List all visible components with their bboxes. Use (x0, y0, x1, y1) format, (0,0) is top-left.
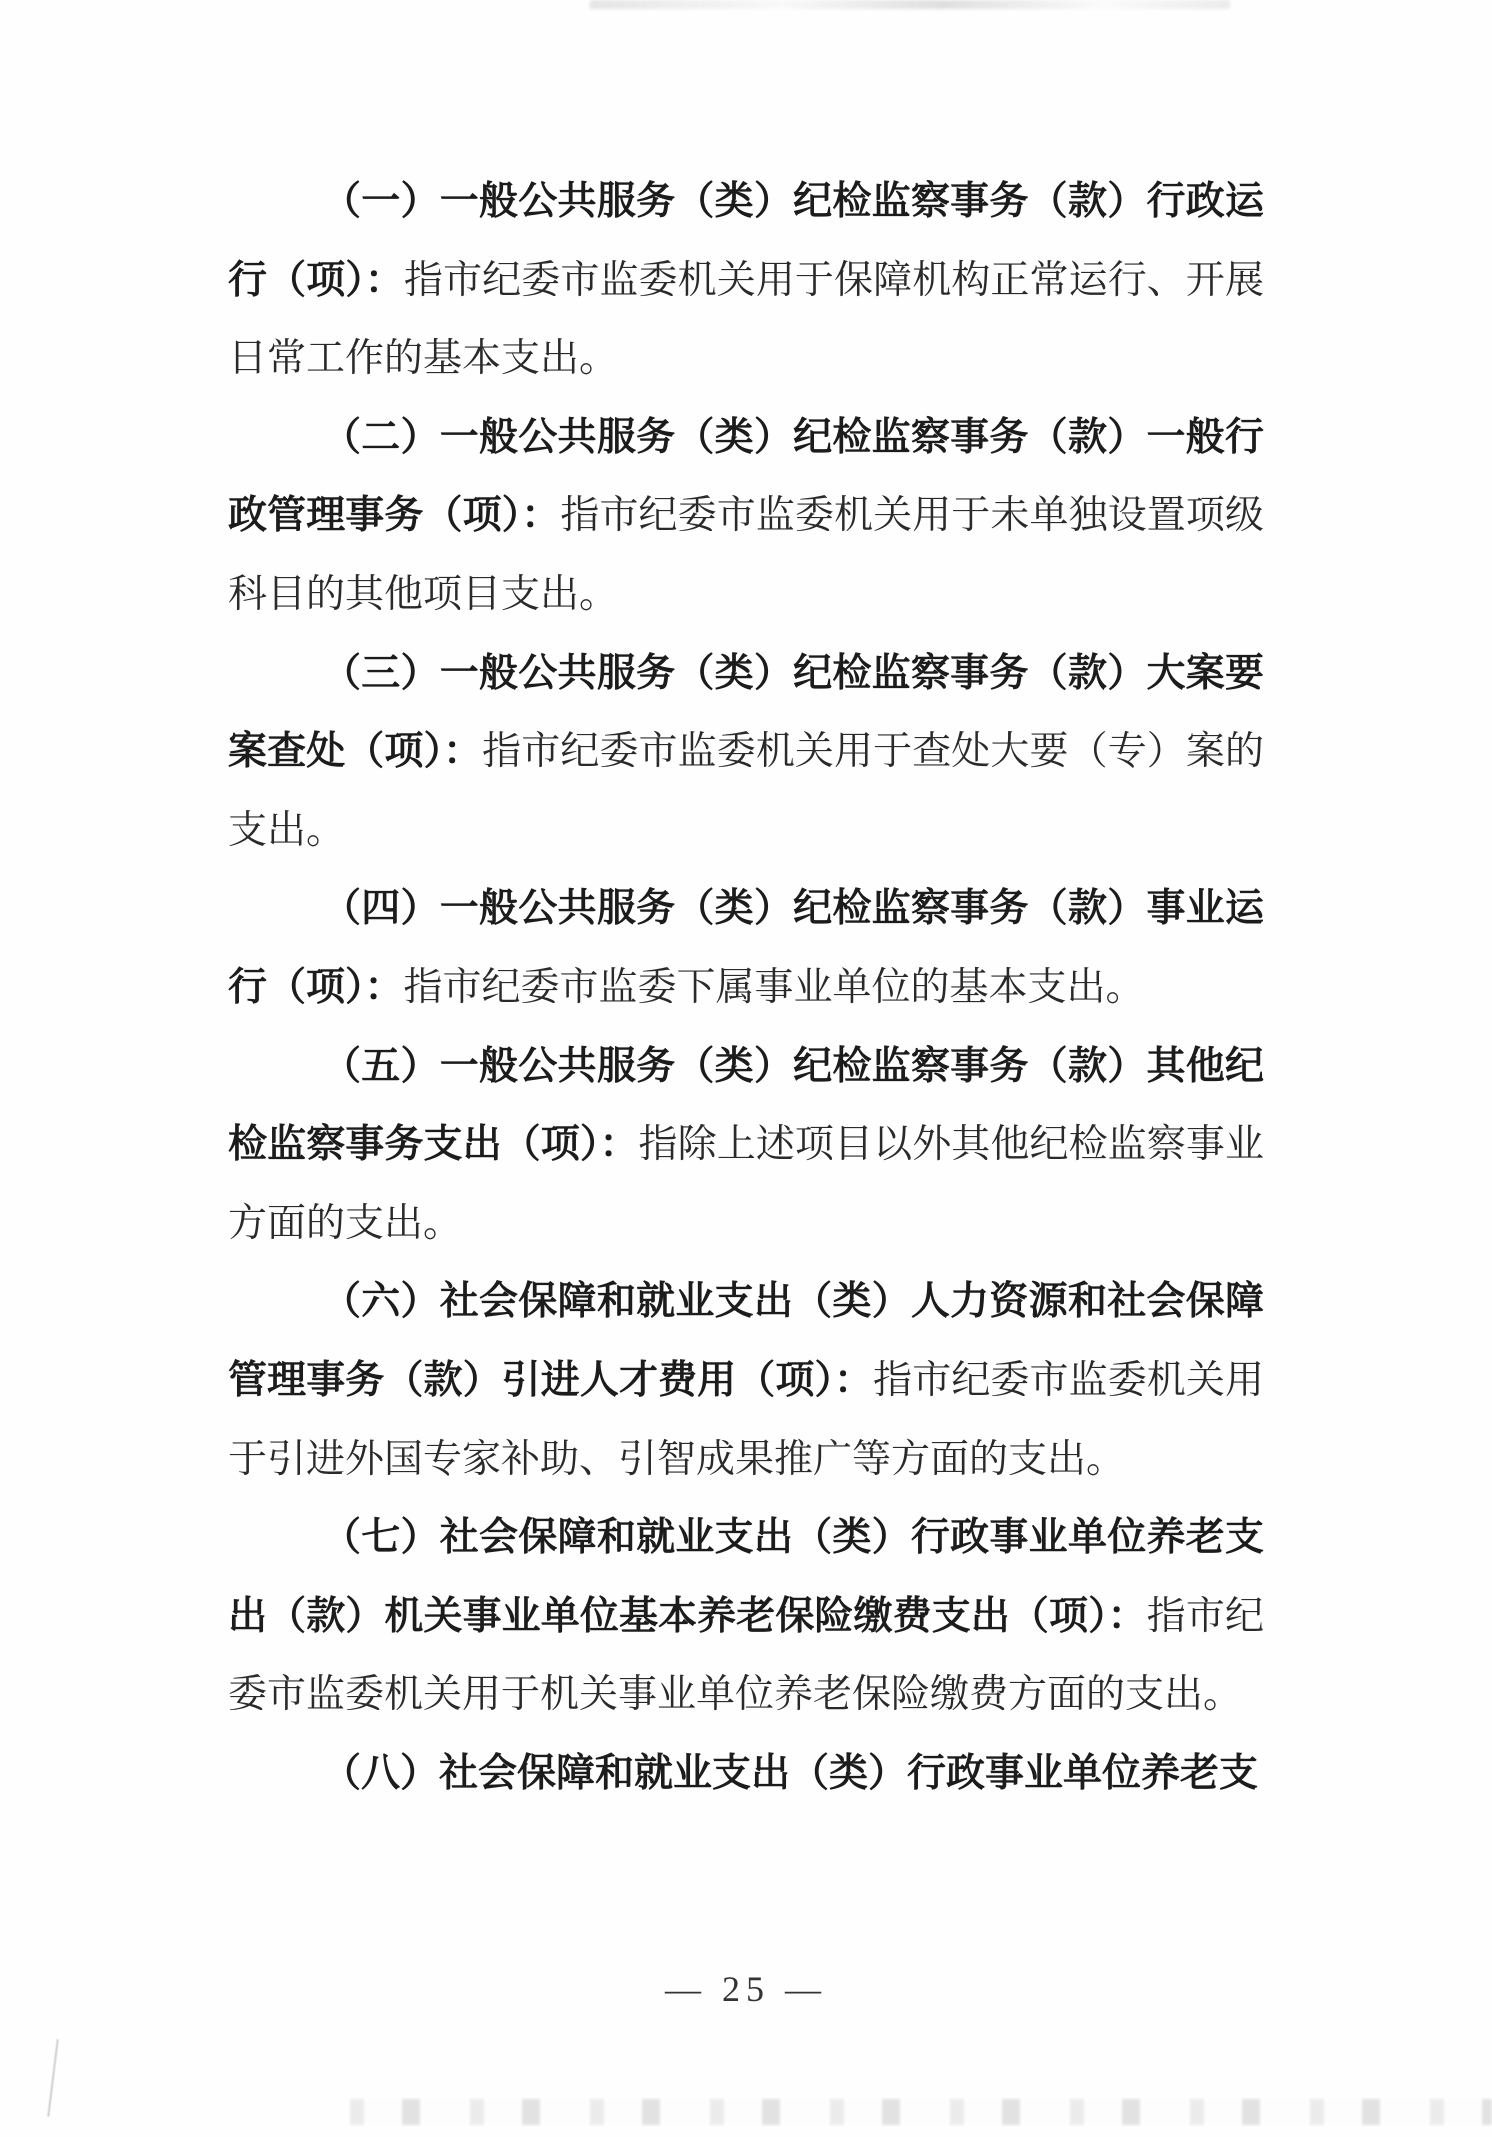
paragraph-4-body: 指市纪委市监委下属事业单位的基本支出。 (403, 965, 1145, 1009)
paragraph-2-body: 指市纪委市监委机关用于未单独设置项级科目的其他项目支出。 (228, 494, 1264, 616)
paragraph-1 (228, 163, 1264, 399)
paragraph-4 (228, 870, 1264, 1027)
paragraph-4-heading: （四）一般公共服务（类）纪检监察事务（款）事业运行（项）： (228, 887, 1264, 1009)
page-number: — 25 — (665, 1969, 827, 2009)
paragraph-5-body: 指除上述项目以外其他纪检监察事业方面的支出。 (228, 1123, 1264, 1245)
paragraph-1-heading: （一）一般公共服务（类）纪检监察事务（款）行政运行（项）： (228, 180, 1264, 302)
paragraph-2-heading: （二）一般公共服务（类）纪检监察事务（款）一般行政管理事务（项）： (228, 415, 1264, 538)
paragraph-8 (228, 1735, 1264, 1814)
paragraph-6-heading: （六）社会保障和就业支出（类）人力资源和社会保障管理事务（款）引进人才费用（项）： (228, 1280, 1264, 1402)
paragraph-7-heading: （七）社会保障和就业支出（类）行政事业单位养老支出（款）机关事业单位基本养老保险缴费支出（项）： (228, 1516, 1264, 1638)
paragraph-6 (228, 1263, 1264, 1499)
scan-artifact-left-line (47, 2039, 58, 2117)
paragraph-5 (228, 1028, 1264, 1264)
scan-artifact-top (590, 0, 1230, 9)
document-body (228, 163, 1264, 1813)
page-footer (0, 1968, 1492, 2010)
paragraph-3-heading: （三）一般公共服务（类）纪检监察事务（款）大案要案查处（项）： (228, 651, 1264, 774)
paragraph-5-heading: （五）一般公共服务（类）纪检监察事务（款）其他纪检监察事务支出（项）： (228, 1044, 1264, 1167)
scan-artifact-bottom (350, 2099, 1492, 2125)
paragraph-6-body: 指市纪委市监委机关用于引进外国专家补助、引智成果推广等方面的支出。 (228, 1358, 1264, 1481)
paragraph-2 (228, 399, 1264, 635)
paragraph-8-heading: （八）社会保障和就业支出（类）行政事业单位养老支 (322, 1751, 1259, 1795)
paragraph-1-body: 指市纪委市监委机关用于保障机构正常运行、开展日常工作的基本支出。 (228, 258, 1264, 381)
paragraph-3-body: 指市纪委市监委机关用于查处大要（专）案的支出。 (228, 730, 1264, 852)
paragraph-3 (228, 635, 1264, 871)
paragraph-7 (228, 1499, 1264, 1735)
paragraph-7-body: 指市纪委市监委机关用于机关事业单位养老保险缴费方面的支出。 (228, 1594, 1264, 1717)
